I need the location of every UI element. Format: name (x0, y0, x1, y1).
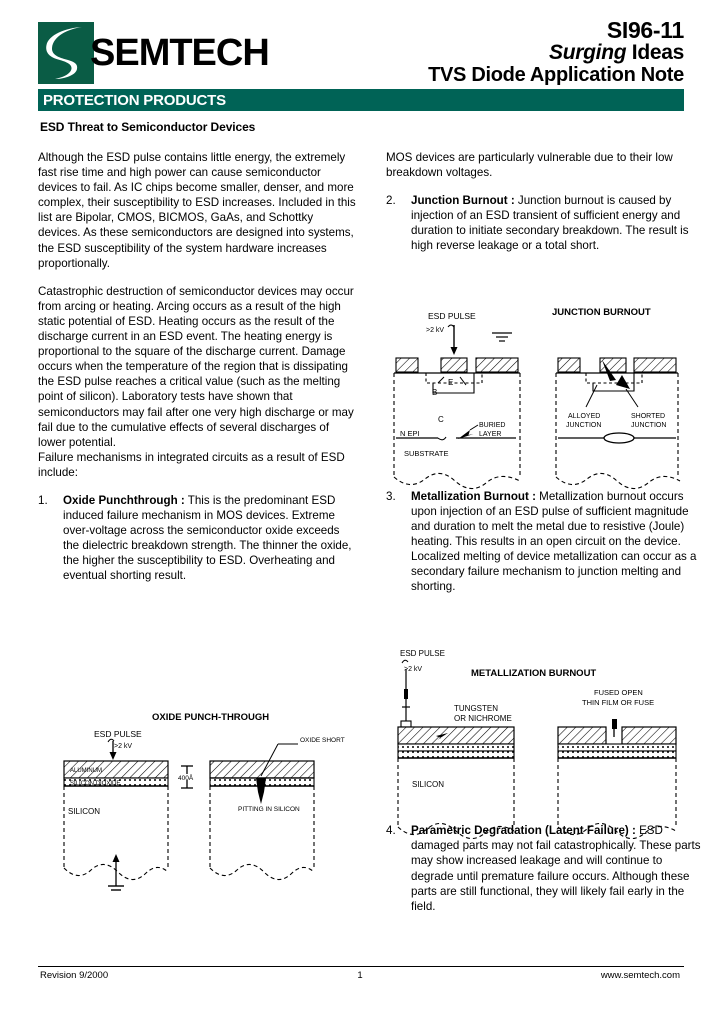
oxide-label-oxide-short: OXIDE SHORT (300, 737, 345, 744)
junction-label-buried-1: BURIED (479, 422, 506, 429)
left-paragraph-1: Although the ESD pulse contains little energy, the extremely fast rise time and high power can cause semiconductor devices to fail. As IC chips become smaller, denser, and more complex, their susceptibility to ESD increases. Included in this list are Bipolar, CMOS, BICMOS, GaAs, and Schottky devices. As these semiconductors are designed into systems, the ESD susceptibility of the system hardware increases proportionally. (38, 151, 356, 270)
right-paragraph-1: MOS devices are particularly vulnerable due to their low breakdown voltages. (386, 151, 673, 180)
left-paragraph-3: Failure mechanisms in integrated circuits as a result of ESD include: (38, 450, 345, 479)
junction-esd-pulse-label: ESD PULSE (428, 311, 476, 321)
junction-label-alloyed-2: JUNCTION (566, 422, 602, 429)
band-label: PROTECTION PRODUCTS (43, 92, 226, 109)
list-item-term: Metallization Burnout : (411, 489, 536, 503)
oxide-label-metal: ALUMINUM (70, 768, 103, 774)
junction-label-c: C (438, 415, 444, 424)
oxide-label-silicon: SILICON (68, 807, 101, 816)
junction-label-shorted-2: JUNCTION (631, 422, 667, 429)
list-item-body: Metallization burnout occurs upon injection of an ESD pulse of sufficient magnitude and duration to melt the metal due to resistive (Joule) heating. This results in an open circuit on the device. Localized melting of device metallization can occur as a secondary failure mechanism to junction melting and shorting. (411, 489, 697, 594)
footer-revision: Revision 9/2000 (40, 970, 109, 981)
junction-label-b: B (432, 388, 438, 397)
metal-label-tungsten-1: TUNGSTEN (454, 704, 498, 713)
metal-label-fused-2: THIN FILM OR FUSE (582, 698, 655, 707)
left-column (38, 150, 356, 597)
metal-label-tungsten-2: OR NICHROME (454, 714, 512, 723)
protection-products-band (38, 89, 684, 111)
junction-label-buried-2: LAYER (479, 431, 502, 438)
list-item-number: 4. (386, 824, 396, 838)
list-item-number: 1. (38, 493, 48, 507)
junction-label-e: E (448, 378, 454, 387)
part-number: SI96-11 (606, 17, 684, 43)
list-item-term: Oxide Punchthrough : (63, 493, 185, 507)
failure-list-right-2 (386, 193, 704, 253)
oxide-figure-title: OXIDE PUNCH-THROUGH (152, 712, 270, 723)
junction-label-alloyed-1: ALLOYED (568, 413, 601, 420)
metal-label-fused-1: FUSED OPEN (594, 688, 643, 697)
tagline-rest: Ideas (626, 41, 684, 65)
semtech-s-logo-icon (38, 22, 94, 84)
footer-page-number: 1 (357, 970, 363, 981)
list-item-number: 2. (386, 194, 396, 208)
list-item-number: 3. (386, 489, 396, 503)
junction-label-n-epi: N EPI (400, 429, 420, 438)
junction-figure-title: JUNCTION BURNOUT (552, 307, 651, 318)
list-item-oxide-punchthrough (38, 493, 356, 584)
oxide-kv-label: >2 kV (114, 743, 133, 750)
footer-website[interactable]: www.semtech.com (600, 970, 680, 981)
list-item-body: This is the predominant ESD induced failure mechanism in MOS devices. Extreme over-voltage across the semiconductor oxide exceeds the dielectric breakdown strength. The thinner the oxide, the higher the susceptibility to ESD. Overheating and eventual shorting result. (63, 493, 352, 583)
list-item-junction-burnout (386, 193, 704, 253)
junction-label-shorted-1: SHORTED (631, 413, 666, 420)
list-item-term: Junction Burnout : (411, 194, 515, 208)
figure-metallization-burnout (386, 645, 704, 845)
oxide-label-pitting: PITTING IN SILICON (238, 806, 300, 813)
failure-list-left (38, 493, 356, 584)
tagline-italic: Surging (549, 41, 627, 65)
figure-junction-burnout (386, 305, 704, 505)
metal-esd-pulse-label: ESD PULSE (400, 649, 445, 658)
metal-figure-title: METALLIZATION BURNOUT (471, 668, 597, 679)
list-item-term: Parametric Degradation (Latent Failure) : (411, 824, 636, 838)
page-header (38, 17, 684, 86)
logo-wordmark: SEMTECH (90, 32, 269, 74)
tagline (428, 42, 684, 64)
junction-label-substrate: SUBSTRATE (404, 449, 449, 458)
oxide-label-oxide: SILICON DIOXIDE (70, 781, 121, 787)
list-item-body: Junction burnout is caused by injection of an ESD transient of sufficient energy and duration to initiate secondary breakdown. The result is high reverse leakage or a total short. (411, 194, 689, 253)
oxide-label-thickness: 400Å (178, 775, 194, 782)
left-paragraph-2: Catastrophic destruction of semiconductor devices may occur from arcing or heating. Arcing occurs as a result of the high static potential of ESD. Heating occurs as the result of the discharge current in an ESD event. The heating energy is proportional to the square of the discharge current. Damage occurs when the temperature of the region that is dissipating the ESD pulse reaches a critical value (such as the melting point of silicon). Laboratory tests have shown that semiconductors may fail after one very high discharge or may fail due to the cumulative effects of several discharges of lower potential. (38, 284, 354, 449)
header-subtitle: TVS Diode Application Note (428, 63, 684, 86)
page-title: ESD Threat to Semiconductor Devices (40, 120, 256, 134)
list-item-body: ESD damaged parts may not fail catastrophically. These parts may show increased leakage and will continue to degrade until premature failure occurs. Although these parts are still functional, they will likely fail early in the field. (411, 824, 701, 913)
oxide-esd-pulse-label: ESD PULSE (94, 729, 142, 739)
footer-divider (38, 966, 684, 967)
junction-kv-label: >2 kV (426, 327, 445, 334)
metal-kv-label: >2 kV (404, 666, 423, 673)
metal-label-silicon: SILICON (412, 780, 445, 789)
figure-oxide-punch-through (38, 708, 356, 903)
header-titles (428, 18, 684, 86)
